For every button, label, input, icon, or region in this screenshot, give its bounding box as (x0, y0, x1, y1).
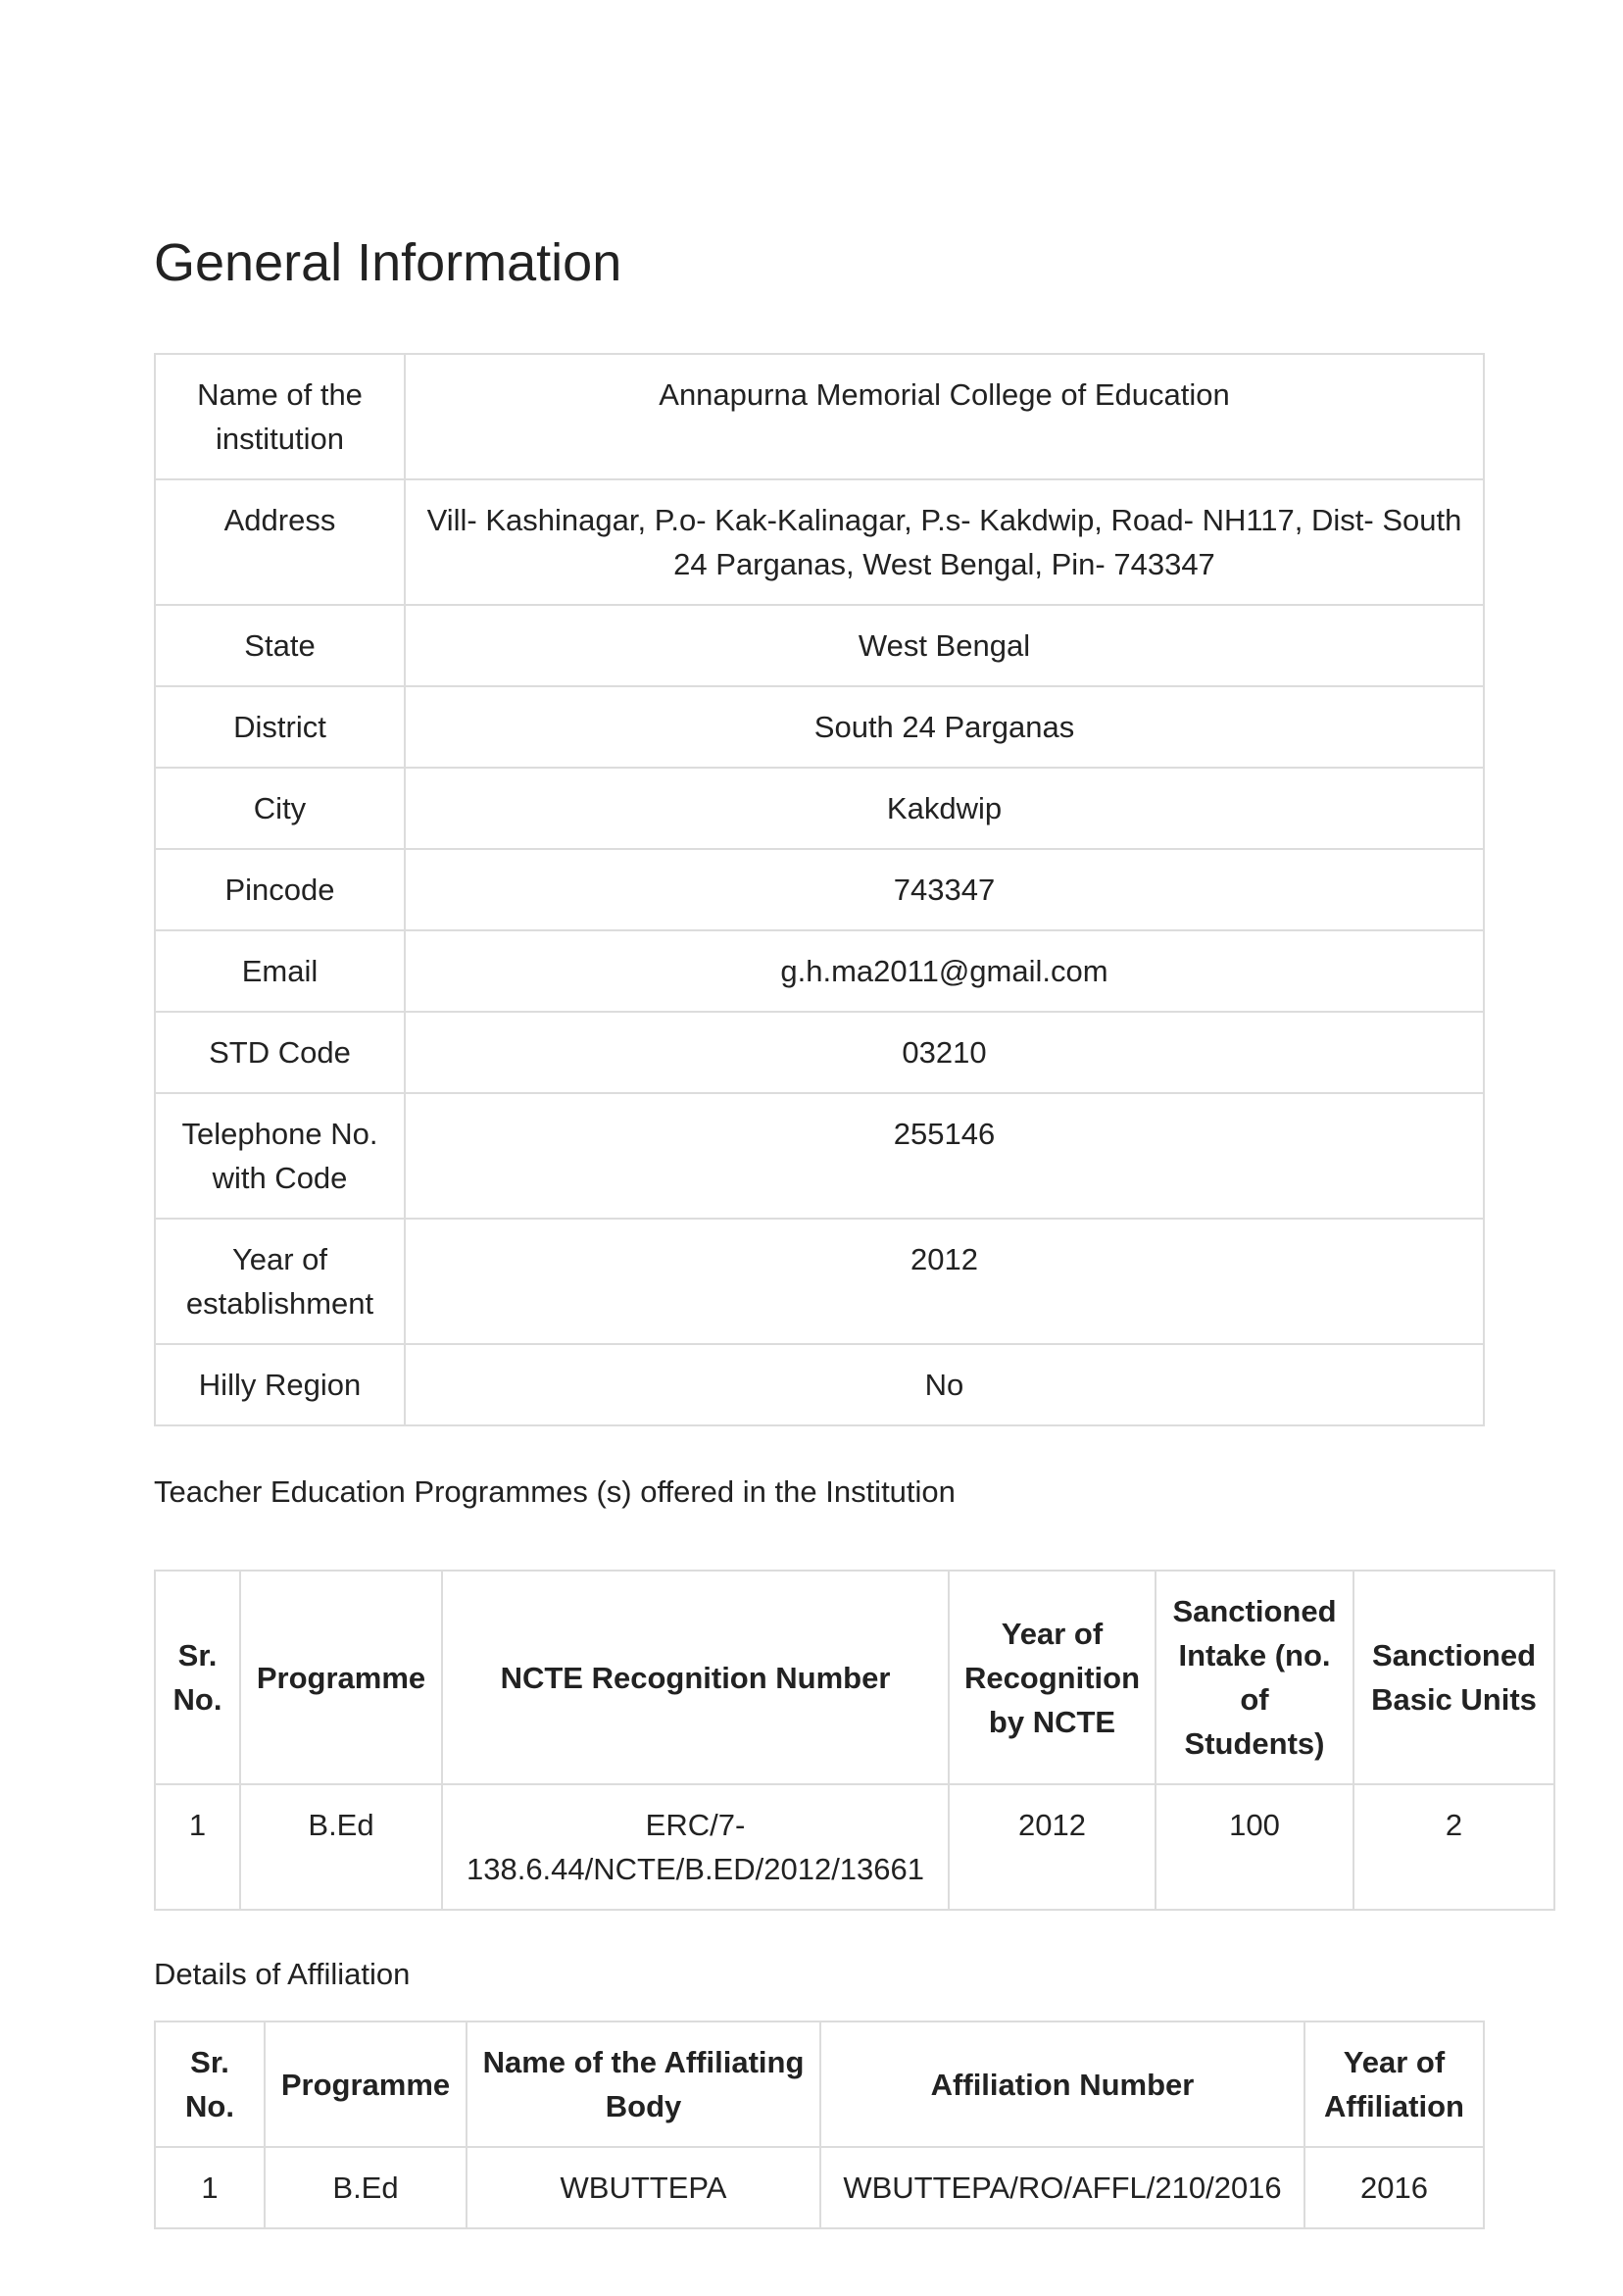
row-label: State (155, 605, 405, 686)
table-row (155, 768, 1484, 849)
column-header-year-of-recognition: Year of Recognition by NCTE (949, 1571, 1156, 1784)
table-header-row (155, 2021, 1484, 2147)
row-label: Year of establishment (155, 1219, 405, 1344)
row-value: West Bengal (405, 605, 1484, 686)
table-row (155, 605, 1484, 686)
table-header-row (155, 1571, 1554, 1784)
row-value: 03210 (405, 1012, 1484, 1093)
column-header-sanctioned-intake: Sanctioned Intake (no. of Students) (1156, 1571, 1353, 1784)
table-row (155, 1784, 1554, 1910)
row-label: Address (155, 479, 405, 605)
row-value: g.h.ma2011@gmail.com (405, 930, 1484, 1012)
column-header-affiliating-body: Name of the Affiliating Body (467, 2021, 820, 2147)
cell-year-of-affiliation: 2016 (1304, 2147, 1484, 2228)
cell-ncte-recognition-number: ERC/7-138.6.44/NCTE/B.ED/2012/13661 (442, 1784, 949, 1910)
table-row (155, 930, 1484, 1012)
row-value: South 24 Parganas (405, 686, 1484, 768)
row-label: Telephone No. with Code (155, 1093, 405, 1219)
page-title: General Information (154, 233, 622, 292)
row-value: 2012 (405, 1219, 1484, 1344)
column-header-sr-no: Sr. No. (155, 1571, 240, 1784)
table-row (155, 849, 1484, 930)
column-header-programme: Programme (240, 1571, 442, 1784)
row-value: No (405, 1344, 1484, 1425)
cell-sr-no: 1 (155, 1784, 240, 1910)
row-label: District (155, 686, 405, 768)
column-header-year-of-affiliation: Year of Affiliation (1304, 2021, 1484, 2147)
table-row (155, 1219, 1484, 1344)
programmes-table (154, 1570, 1555, 1911)
cell-affiliation-number: WBUTTEPA/RO/AFFL/210/2016 (820, 2147, 1304, 2228)
column-header-programme: Programme (265, 2021, 467, 2147)
cell-affiliating-body: WBUTTEPA (467, 2147, 820, 2228)
table-row (155, 686, 1484, 768)
column-header-sr-no: Sr. No. (155, 2021, 265, 2147)
row-label: Email (155, 930, 405, 1012)
row-value: Annapurna Memorial College of Education (405, 354, 1484, 479)
table-row (155, 1093, 1484, 1219)
general-info-table (154, 353, 1485, 1426)
column-header-sanctioned-basic-units: Sanctioned Basic Units (1353, 1571, 1554, 1784)
column-header-ncte-recognition-number: NCTE Recognition Number (442, 1571, 949, 1784)
cell-programme: B.Ed (240, 1784, 442, 1910)
row-label: STD Code (155, 1012, 405, 1093)
row-value: 255146 (405, 1093, 1484, 1219)
table-row (155, 354, 1484, 479)
row-label: Name of the institution (155, 354, 405, 479)
affiliation-table (154, 2021, 1485, 2229)
table-row (155, 1344, 1484, 1425)
row-label: City (155, 768, 405, 849)
programmes-heading: Teacher Education Programmes (s) offered in the Institution (154, 1474, 956, 1509)
cell-sanctioned-intake: 100 (1156, 1784, 1353, 1910)
row-label: Hilly Region (155, 1344, 405, 1425)
row-value: Vill- Kashinagar, P.o- Kak-Kalinagar, P.s- Kakdwip, Road- NH117, Dist- South 24 Parganas, West Bengal, Pin- 743347 (405, 479, 1484, 605)
row-value: 743347 (405, 849, 1484, 930)
row-value: Kakdwip (405, 768, 1484, 849)
cell-programme: B.Ed (265, 2147, 467, 2228)
table-row (155, 1012, 1484, 1093)
cell-sr-no: 1 (155, 2147, 265, 2228)
table-row (155, 2147, 1484, 2228)
affiliation-heading: Details of Affiliation (154, 1957, 411, 1991)
cell-sanctioned-basic-units: 2 (1353, 1784, 1554, 1910)
column-header-affiliation-number: Affiliation Number (820, 2021, 1304, 2147)
cell-year-of-recognition: 2012 (949, 1784, 1156, 1910)
table-row (155, 479, 1484, 605)
row-label: Pincode (155, 849, 405, 930)
